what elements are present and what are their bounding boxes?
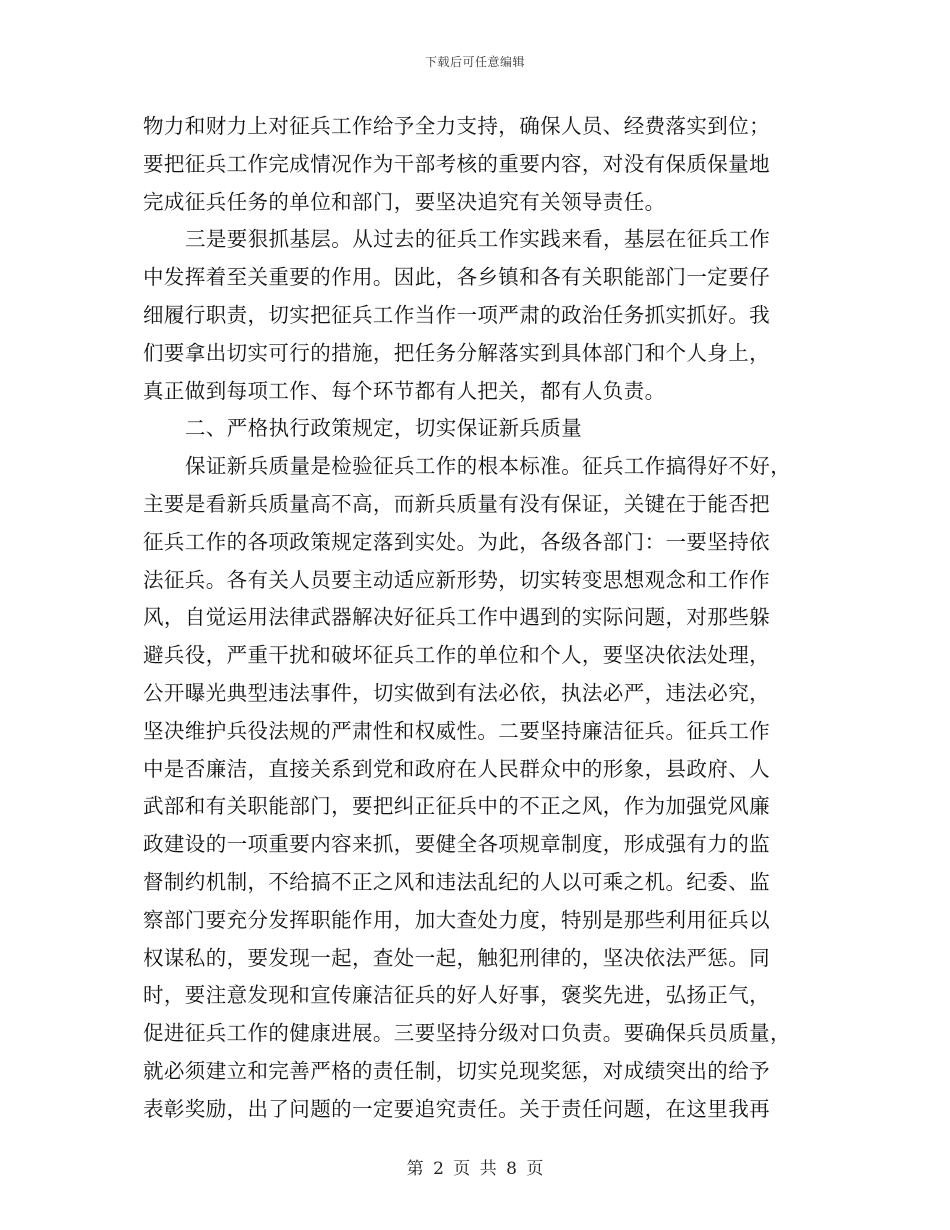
body-line: 就必须建立和完善严格的责任制，切实兑现奖惩，对成绩突出的给予 — [143, 1058, 770, 1083]
body-line: 要把征兵工作完成情况作为干部考核的重要内容，对没有保质保量地 — [143, 151, 770, 176]
body-line: 中发挥着至关重要的作用。因此，各乡镇和各有关职能部门一定要仔 — [143, 265, 770, 290]
body-line: 法征兵。各有关人员要主动适应新形势，切实转变思想观念和工作作 — [143, 567, 770, 592]
body-line: 物力和财力上对征兵工作给予全力支持，确保人员、经费落实到位； — [143, 114, 770, 138]
body-line: 公开曝光典型违法事件，切实做到有法必依，执法必严，违法必究， — [143, 680, 770, 705]
paragraph-start-line: 三是要狠抓基层。从过去的征兵工作实践来看，基层在征兵工作 — [185, 227, 771, 252]
paragraph-start-line: 保证新兵质量是检验征兵工作的根本标准。征兵工作搞得好不好， — [185, 454, 792, 479]
body-line: 督制约机制，不给搞不正之风和违法乱纪的人以可乘之机。纪委、监 — [143, 869, 770, 894]
body-line: 促进征兵工作的健康进展。三要坚持分级对口负责。要确保兵员质量， — [143, 1021, 791, 1046]
body-line: 风，自觉运用法律武器解决好征兵工作中遇到的实际问题，对那些躲 — [143, 605, 770, 630]
body-line: 表彰奖励，出了问题的一定要追究责任。关于责任问题，在这里我再 — [143, 1096, 770, 1121]
page-number-footer: 第 2 页 共 8 页 — [406, 1159, 544, 1179]
section-heading: 二、严格执行政策规定，切实保证新兵质量 — [185, 416, 583, 441]
page-header: 下载后可任意编辑 — [424, 55, 525, 69]
body-line: 完成征兵任务的单位和部门，要坚决追究有关领导责任。 — [143, 189, 666, 214]
body-line: 主要是看新兵质量高不高，而新兵质量有没有保证，关键在于能否把 — [143, 491, 770, 516]
body-line: 中是否廉洁，直接关系到党和政府在人民群众中的形象，县政府、人 — [143, 756, 770, 781]
body-line: 时，要注意发现和宣传廉洁征兵的好人好事，褒奖先进，弘扬正气， — [143, 983, 770, 1008]
body-line: 坚决维护兵役法规的严肃性和权威性。二要坚持廉洁征兵。征兵工作 — [143, 718, 770, 743]
body-line: 真正做到每项工作、每个环节都有人把关，都有人负责。 — [143, 378, 666, 403]
document-body — [143, 108, 807, 1129]
body-line: 避兵役，严重干扰和破坏征兵工作的单位和个人，要坚决依法处理， — [143, 643, 770, 668]
body-line: 征兵工作的各项政策规定落到实处。为此，各级各部门：一要坚持依 — [143, 529, 770, 554]
body-line: 政建设的一项重要内容来抓，要健全各项规章制度，形成强有力的监 — [143, 832, 770, 857]
body-line: 察部门要充分发挥职能作用，加大查处力度，特别是那些利用征兵以 — [143, 907, 770, 932]
body-line: 细履行职责，切实把征兵工作当作一项严肃的政治任务抓实抓好。我 — [143, 302, 770, 327]
body-line: 权谋私的，要发现一起，查处一起，触犯刑律的，坚决依法严惩。同 — [143, 945, 770, 970]
body-line: 们要拿出切实可行的措施，把任务分解落实到具体部门和个人身上， — [143, 340, 770, 365]
body-line: 武部和有关职能部门，要把纠正征兵中的不正之风，作为加强党风廉 — [143, 794, 770, 819]
